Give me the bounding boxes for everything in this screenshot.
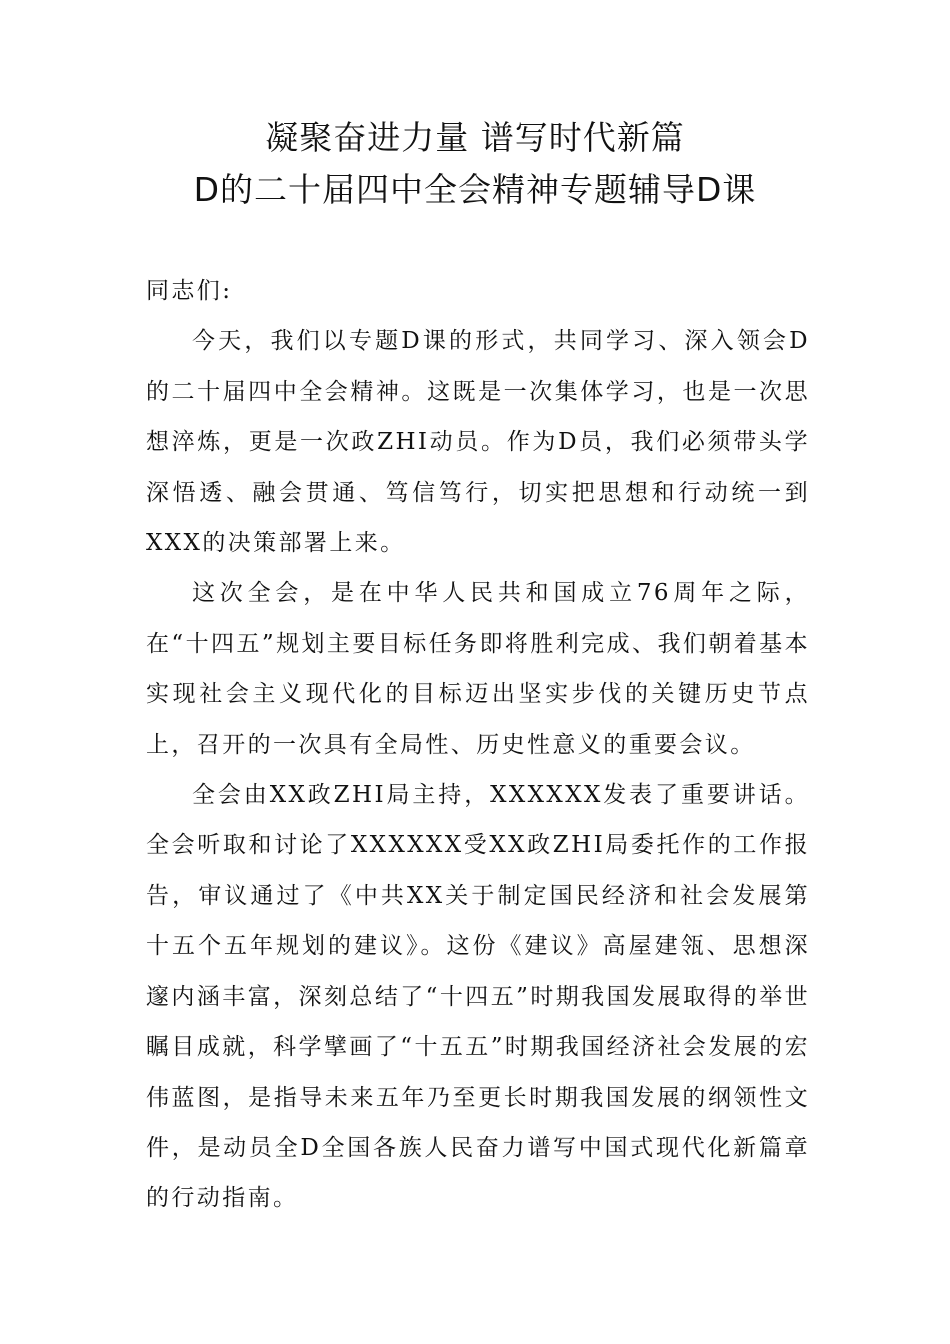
- paragraph-2: 这次全会，是在中华人民共和国成立76周年之际，在“十四五”规划主要目标任务即将胜利完成、我们朝着基本实现社会主义现代化的目标迈出坚实步伐的关键历史节点上，召开的一次具有全局性、历史性意义的重要会议。: [146, 580, 810, 758]
- salutation: 同志们:: [146, 278, 233, 304]
- title-block: [0, 112, 950, 216]
- paragraph-3: 全会由XX政ZHI局主持，XXXXXX发表了重要讲话。全会听取和讨论了XXXXXX受XX政ZHI局委托作的工作报告，审议通过了《中共XX关于制定国民经济和社会发展第十五个五年规划的建议》。这份《建议》高屋建瓴、思想深邃内涵丰富，深刻总结了“十四五”时期我国发展取得的举世瞩目成就，科学擘画了“十五五”时期我国经济社会发展的宏伟蓝图，是指导未来五年乃至更长时期我国发展的纲领性文件，是动员全D全国各族人民奋力谱写中国式现代化新篇章的行动指南。: [146, 782, 810, 1212]
- paragraph-1: 今天，我们以专题D课的形式，共同学习、深入领会D的二十届四中全会精神。这既是一次集体学习，也是一次思想淬炼，更是一次政ZHI动员。作为D员，我们必须带头学深悟透、融会贯通、笃信笃行，切实把思想和行动统一到XXX的决策部署上来。: [146, 328, 810, 557]
- document-subtitle: D的二十届四中全会精神专题辅导D课: [193, 170, 757, 209]
- document-title: 凝聚奋进力量 谱写时代新篇: [265, 118, 685, 157]
- document-body: [146, 266, 810, 1224]
